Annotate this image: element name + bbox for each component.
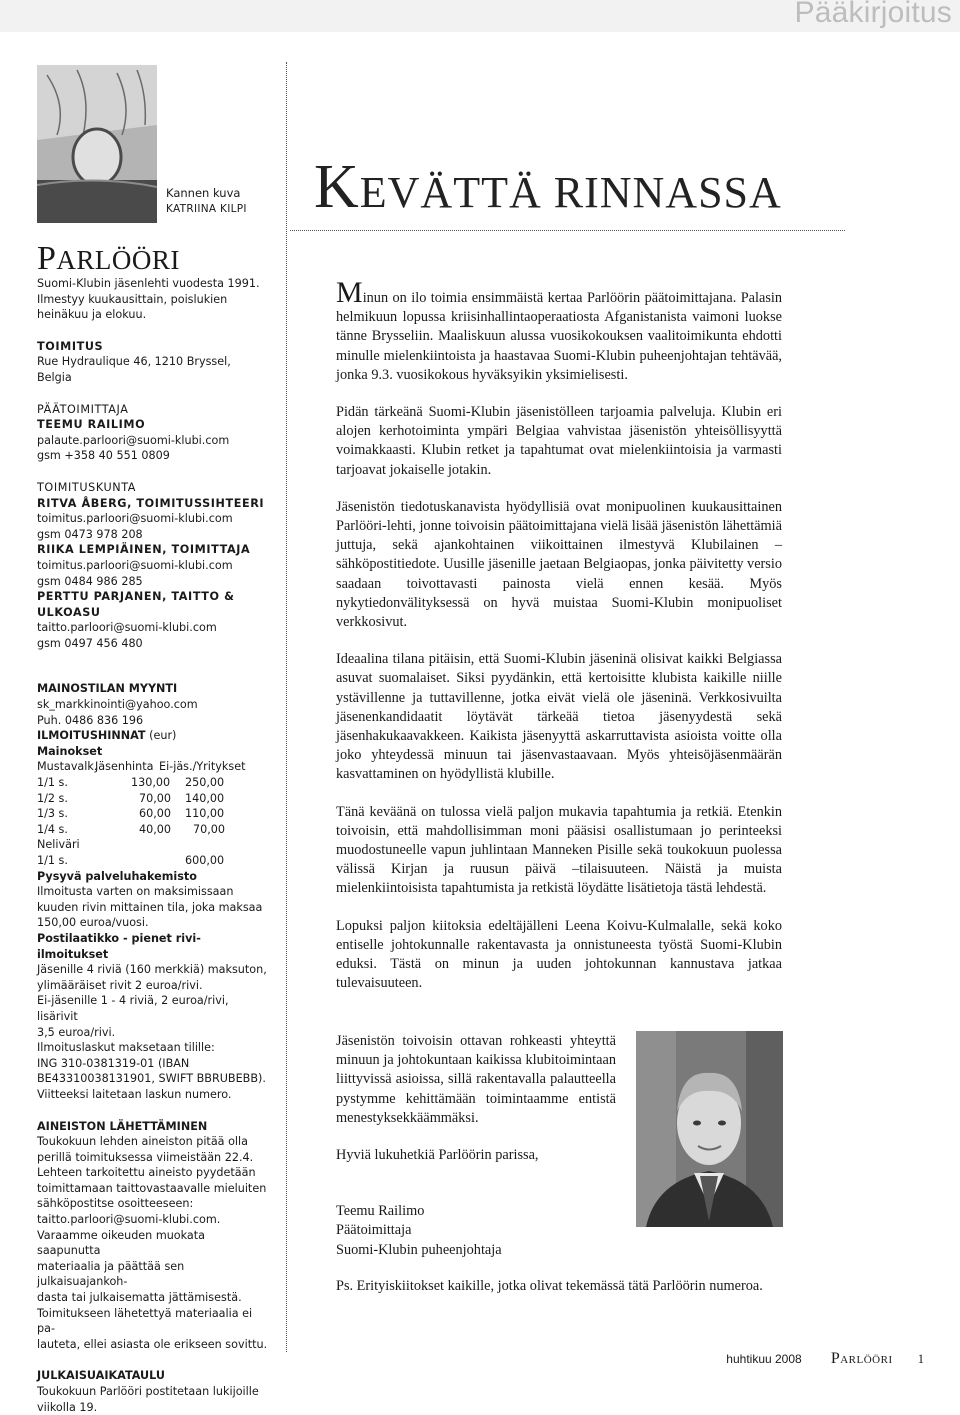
rate-row: 1/1 s. 600,00 <box>37 854 225 867</box>
rate-row: 1/3 s. 60,00 110,00 <box>37 807 225 821</box>
nelivari-label: Neliväri <box>37 838 80 852</box>
member-gsm: gsm 0484 986 285 <box>37 574 143 588</box>
pysyva-text: kuuden rivin mittainen tila, joka maksaa <box>37 900 263 914</box>
article-paragraph: Ideaalina tilana pitäisin, että Suomi-Klubin jäseninä olisivat kaikki Belgiassa asuvat suomalaiset. Siksi pyydänkin, että kertoisitte klubista kaikille niille ystävillenne ja tuttavillenne, jotka eivät vielä ole jäseninä. Verkkosivuilta jäsenenkandidaatit löytävät tärkeää tietoa jäsenyydestä sekä jäsenhakukaavakkeen. Kaikista jäsenyyttä askarruttavista asioista voitte olla joko yhteydessä minuun tai jäsenvastaavaan. Myös yhteisöjäsenmäärän kasvattaminen on hyödyllistä klubille. <box>336 651 782 783</box>
signature <box>336 1202 502 1260</box>
postilaatikko-text: ylimääräiset rivit 2 euroa/rivi. <box>37 978 203 992</box>
section-title: Pääkirjoitus <box>794 0 952 29</box>
article-paragraph: Lopuksi paljon kiitoksia edeltäjälleni Leena Koivu-Kulmalalle, sekä koko entiselle johtokunnalle rakentavasta ja onnistuneesta työstä Suomi-Klubin eduksi. Tästä on minun ja uuden johtokunnan kannustava jatkaa tulevaisuuteen. <box>336 917 782 992</box>
cover-caption-label: Kannen kuva <box>166 186 241 200</box>
author-portrait <box>636 1031 783 1227</box>
article-paragraph: Jäsenistön tiedotuskanavista hyödyllisiä ovat monipuolinen kuukausittainen Parlööri-lehti, jonne toivoisin päätoimittajana vielä lisää jäsenistön lähettämiä juttuja, sekä ajankohtainen viikoittainen ilmestyvä Klubilainen – sähköpostitiedote. Uusille jäsenille jaetaan Belgiaopas, jonka päivitetty versio saadaan toivottavasti painosta vielä ennen kesää. Myös nykytiedonvälityksessä on hyvä muistaa Suomi-Klubin monipuoliset verkkosivut. <box>336 498 782 631</box>
drop-cap: M <box>336 276 363 309</box>
aineisto-text: Lehteen tarkoitettu aineisto pyydetään <box>37 1166 256 1180</box>
signature-title: Päätoimittaja <box>336 1222 412 1239</box>
intro-line: heinäkuu ja elokuu. <box>37 308 147 322</box>
article-paragraph: Jäsenistön toivoisin ottavan rohkeasti yhteyttä minuun ja johtokuntaan kaikissa klubitoimintaan liittyvissä asioissa, sillä rakentavalla palautteella pystymme kehittämään toimintaamme entistä menestyksekkäämmäksi. <box>336 1033 616 1126</box>
postilaatikko-text: Viitteeksi laitetaan laskun numero. <box>37 1087 232 1101</box>
postilaatikko-text: 3,5 euroa/rivi. <box>37 1025 116 1039</box>
paatoimittaja-email: palaute.parloori@suomi-klubi.com <box>37 433 230 447</box>
intro-line: Ilmestyy kuukausittain, poislukien <box>37 292 228 306</box>
rates-header: Mustavalk. Jäsenhinta Ei-jäs./Yritykset <box>37 760 246 774</box>
postilaatikko-label: Postilaatikko - pienet rivi-ilmoitukset <box>37 931 201 961</box>
article-paragraph: Minun on ilo toimia ensimmäistä kertaa Parlöörin päätoimittajana. Palasin helmikuun lopussa kriisinhallintaoperaatiosta Afganistanista vaimoni luokse tänne Brysseliin. Maaliskuun alussa vuosikokouksen vaalitoimikunta ehdotti minulle mielenkiintoista ja haastavaa Suomi-Klubin puheenjohtajan tehtävää, jonka 9.3. vuosikokous hyväksyikin yksimielisesti. <box>336 276 782 383</box>
paatoimittaja-gsm: gsm +358 40 551 0809 <box>37 449 170 463</box>
julkaisu-text: Toukokuun Parlööri postitetaan lukijoille <box>37 1385 259 1398</box>
aineisto-text: lauteta, ellei asiasta ole erikseen sovittu. <box>37 1337 268 1351</box>
postilaatikko-text: Jäsenille 4 riviä (160 merkkiä) maksuton, <box>37 963 267 977</box>
footer-date: huhtikuu 2008 <box>726 1352 802 1366</box>
member-name: RIIKA LEMPIÄINEN, TOIMITTAJA <box>37 543 251 557</box>
member-name: RITVA ÅBERG, TOIMITUSSIHTEERI <box>37 496 265 510</box>
column-divider <box>286 62 287 1352</box>
headline-rule <box>290 230 845 231</box>
masthead-title: PARLÖÖRI <box>37 240 180 277</box>
aineisto-text: Varaamme oikeuden muokata saapunutta <box>37 1228 206 1258</box>
rate-row: 1/1 s. 130,00 250,00 <box>37 776 225 790</box>
hinnat-label: ILMOITUSHINNAT (eur) <box>37 729 177 743</box>
aineisto-text: sähköpostitse osoitteeseen: <box>37 1197 194 1211</box>
rate-row: 1/2 s. 70,00 140,00 <box>37 791 225 805</box>
pysyva-text: Ilmoitusta varten on maksimissaan <box>37 885 234 899</box>
article-body <box>336 276 782 1012</box>
rate-row: 1/4 s. 40,00 70,00 <box>37 822 226 836</box>
page-footer <box>726 1350 924 1368</box>
paatoimittaja-label: PÄÄTOIMITTAJA <box>37 402 129 416</box>
cover-photo-image <box>37 65 157 223</box>
cover-photo <box>37 65 157 223</box>
julkaisu-label: JULKAISUAIKATAULU <box>37 1369 165 1383</box>
myynti-label: MAINOSTILAN MYYNTI <box>37 682 178 696</box>
cover-caption <box>166 185 247 217</box>
pysyva-text: 150,00 euroa/vuosi. <box>37 916 149 930</box>
aineisto-text: dasta tai julkaisematta jättämisestä. <box>37 1291 242 1305</box>
postilaatikko-text: Ilmoituslaskut maksetaan tilille: <box>37 1041 215 1055</box>
postilaatikko-text: Ei-jäsenille 1 - 4 riviä, 2 euroa/rivi, lisärivit <box>37 994 229 1023</box>
member-name: PERTTU PARJANEN, TAITTO & ULKOASU <box>37 590 235 619</box>
aineisto-label: AINEISTON LÄHETTÄMINEN <box>37 1119 208 1133</box>
signature-name: Teemu Railimo <box>336 1203 425 1219</box>
footer-magazine: PARLÖÖRI <box>830 1350 893 1367</box>
member-email: toimitus.parloori@suomi-klubi.com <box>37 512 233 526</box>
myynti-email: sk_markkinointi@yahoo.com <box>37 698 198 712</box>
member-gsm: gsm 0473 978 208 <box>37 527 143 541</box>
aineisto-text: materiaalia ja päättää sen julkaisuajankoh- <box>37 1259 185 1289</box>
article-headline: KEVÄTTÄ RINNASSA <box>314 153 782 221</box>
member-email: taitto.parloori@suomi-klubi.com <box>37 621 217 635</box>
page-number: 1 <box>917 1352 924 1366</box>
cover-credit: KATRIINA KILPI <box>166 203 247 215</box>
aineisto-text: Toukokuun lehden aineiston pitää olla <box>37 1135 248 1149</box>
myynti-phone: Puh. 0486 836 196 <box>37 713 144 727</box>
aineisto-text: perillä toimituksessa viimeistään 22.4. <box>37 1150 254 1164</box>
toimituskunta-label: TOIMITUSKUNTA <box>37 480 137 494</box>
postscript: Ps. Erityiskiitokset kaikille, jotka olivat tekemässä tätä Parlöörin numeroa. <box>336 1278 763 1294</box>
postilaatikko-text: ING 310-0381319-01 (IBAN <box>37 1056 190 1070</box>
portrait-image <box>636 1031 783 1227</box>
aineisto-text: Toimitukseen lähetettyä materiaalia ei pa- <box>37 1306 253 1336</box>
intro-line: Suomi-Klubin jäsenlehti vuodesta 1991. <box>37 277 260 290</box>
aineisto-text: toimittamaan taittovastaavalle mieluiten <box>37 1181 267 1195</box>
postilaatikko-text: BE43310038131901, SWIFT BBRUBEBB). <box>37 1072 266 1086</box>
mainokset-label: Mainokset <box>37 744 103 758</box>
member-gsm: gsm 0497 456 480 <box>37 636 143 650</box>
article-paragraph: Tänä keväänä on tulossa vielä paljon mukavia tapahtumia ja retkiä. Etenkin toivoisin, että mahdollisimman moni pääsisi osallistumaan jo perinteeksi muodostuneelle vapun juhlintaan Manneken Pisille sekä toukokuun puolessa välissä Kirjan ja ruusun päivä –tilaisuuteen. Näistä ja muista mielenkiintoisista tapahtumista ja retkistä löydätte lisätietoja tästä lehdestä. <box>336 803 782 897</box>
aineisto-text: taitto.parloori@suomi-klubi.com. <box>37 1213 221 1227</box>
left-column <box>37 276 269 1415</box>
article-paragraph: Pidän tärkeänä Suomi-Klubin jäsenistölleen tarjoamia palveluja. Klubin eri alojen kerhotoiminta ympäri Belgiaa vahvistaa jäsenistön yhteisöllisyyttä voimakkaasti. Klubin retket ja tapahtumat ovat mielenkiintoisia ja varmasti tarjoavat jokaiselle jotakin. <box>336 404 782 478</box>
paatoimittaja-name: TEEMU RAILIMO <box>37 418 146 432</box>
article-body-narrow <box>336 1032 616 1183</box>
address: Rue Hydraulique 46, 1210 Bryssel, Belgia <box>37 355 231 384</box>
member-email: toimitus.parloori@suomi-klubi.com <box>37 558 233 572</box>
article-paragraph: Hyviä lukuhetkiä Parlöörin parissa, <box>336 1147 539 1164</box>
pysyva-label: Pysyvä palveluhakemisto <box>37 869 197 883</box>
julkaisu-text: viikolla 19. <box>37 1400 98 1414</box>
signature-role: Suomi-Klubin puheenjohtaja <box>336 1241 502 1258</box>
toimitus-label: TOIMITUS <box>37 339 104 353</box>
